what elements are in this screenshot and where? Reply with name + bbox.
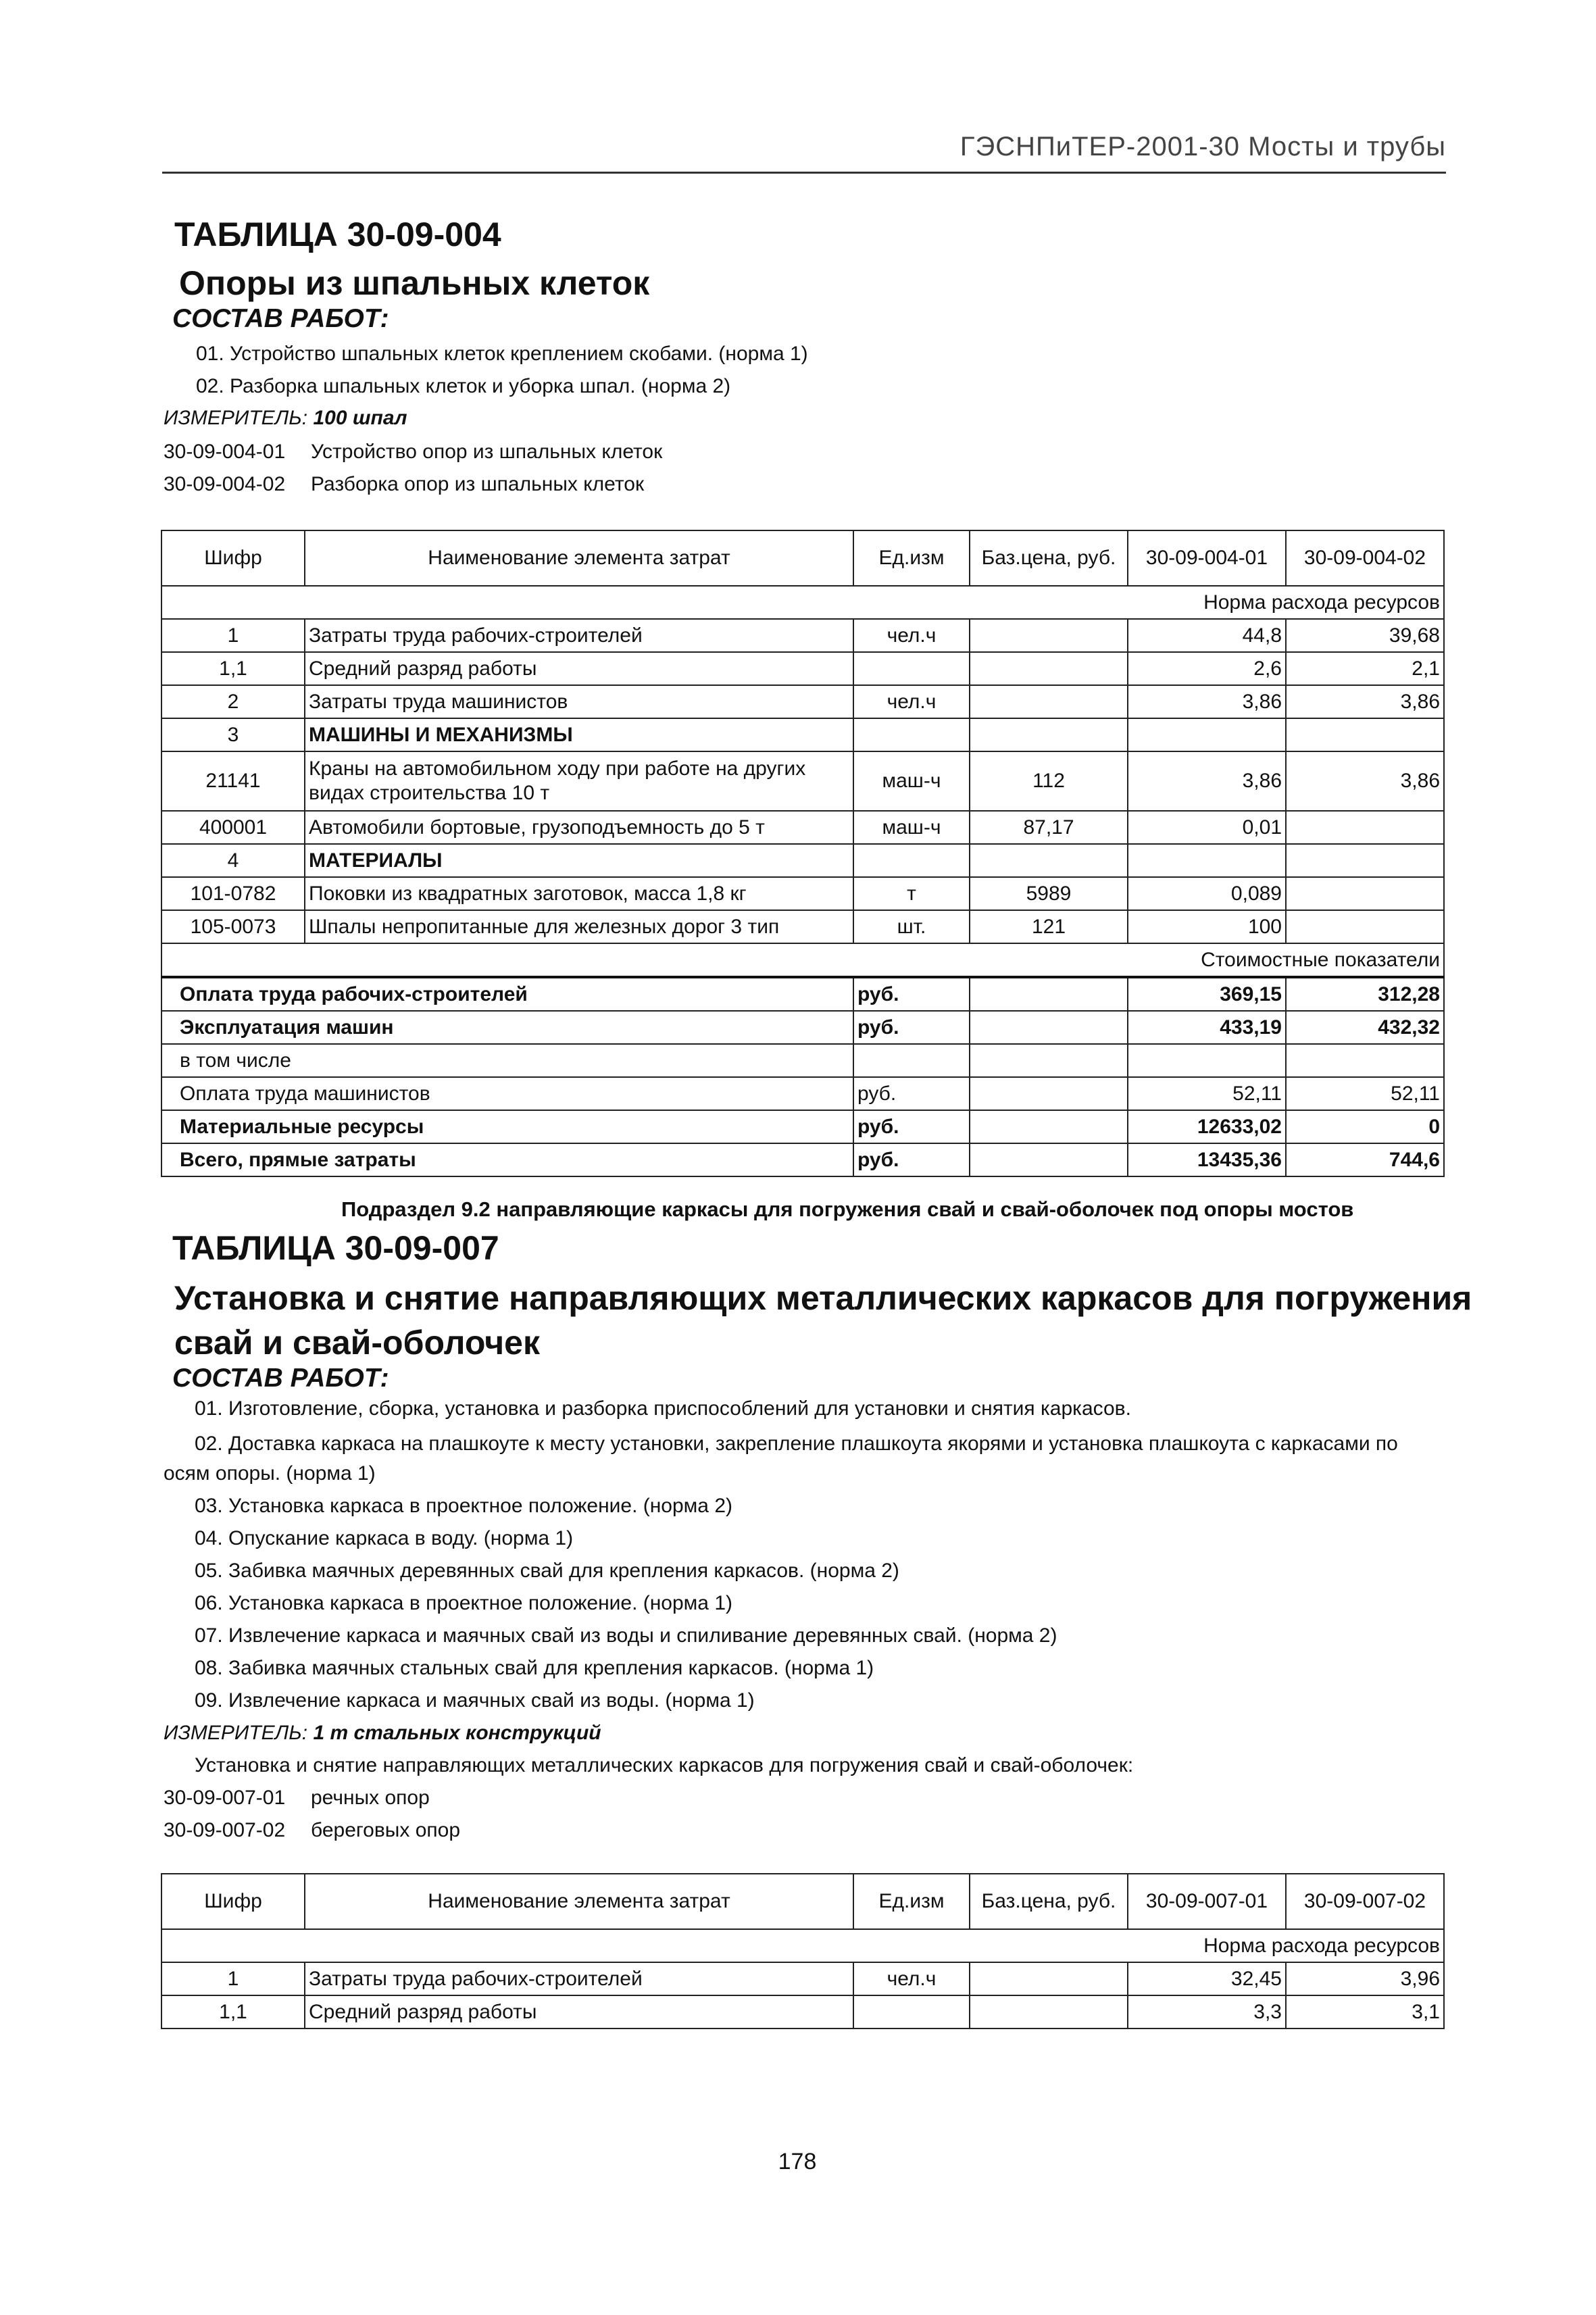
cell-value-1: 0,01	[1128, 811, 1286, 844]
code-number: 30-09-007-02	[164, 1819, 286, 1841]
table2-work-1: 01. Изготовление, сборка, установка и разборка приспособлений для установки и снятия каркасов.	[195, 1397, 1131, 1420]
table-header-row	[161, 1874, 1444, 1929]
cost-unit: руб.	[853, 1077, 970, 1110]
cost-value-2: 52,11	[1286, 1077, 1444, 1110]
cell-unit	[853, 844, 970, 877]
cost-unit: руб.	[853, 1110, 970, 1143]
cost-name: Оплата труда рабочих-строителей	[161, 977, 853, 1011]
cell-name: Затраты труда рабочих-строителей	[305, 1962, 853, 1995]
cost-value-1: 369,15	[1128, 977, 1286, 1011]
table-row	[161, 685, 1444, 718]
cost-unit: руб.	[853, 1011, 970, 1044]
cell-name: Автомобили бортовые, грузоподъемность до 5 т	[305, 811, 853, 844]
table1-meter-value: 100 шпал	[313, 407, 407, 429]
cell-value-2	[1286, 844, 1444, 877]
cell-unit	[853, 718, 970, 751]
cost-name: Эксплуатация машин	[161, 1011, 853, 1044]
table2-work-3: 03. Установка каркаса в проектное положение. (норма 2)	[195, 1495, 732, 1517]
cost-value-1: 12633,02	[1128, 1110, 1286, 1143]
cell-price	[970, 844, 1128, 877]
cost-unit	[853, 1044, 970, 1077]
cost-value-1: 433,19	[1128, 1011, 1286, 1044]
cell-name: Средний разряд работы	[305, 1995, 853, 2028]
col-header-price: Баз.цена, руб.	[970, 530, 1128, 586]
cost-unit: руб.	[853, 977, 970, 1011]
cell-price: 121	[970, 910, 1128, 943]
table2-work-9: 09. Извлечение каркаса и маячных свай из воды. (норма 1)	[195, 1689, 755, 1712]
cell-value-2: 3,86	[1286, 751, 1444, 811]
code-name: Устройство опор из шпальных клеток	[311, 441, 663, 463]
cost-row	[161, 1110, 1444, 1143]
cell-price	[970, 652, 1128, 685]
col-header-code: Шифр	[161, 1874, 305, 1929]
cell-code: 1	[161, 619, 305, 652]
table-row	[161, 619, 1444, 652]
page-number: 178	[778, 2149, 817, 2174]
running-header: ГЭСНПиТЕР-2001-30 Мосты и трубы	[959, 132, 1446, 161]
col-header-norm-2: 30-09-004-02	[1286, 530, 1444, 586]
cell-unit: маш-ч	[853, 751, 970, 811]
cost-name: Материальные ресурсы	[161, 1110, 853, 1143]
cell-value-1	[1128, 718, 1286, 751]
norm-section-header: Норма расхода ресурсов	[161, 586, 1444, 619]
cost-price	[970, 1011, 1128, 1044]
cell-price	[970, 619, 1128, 652]
cost-unit: руб.	[853, 1143, 970, 1176]
cost-price	[970, 1044, 1128, 1077]
table-row	[161, 1995, 1444, 2028]
cell-name: Шпалы непропитанные для железных дорог 3 тип	[305, 910, 853, 943]
cost-row	[161, 1077, 1444, 1110]
cell-code: 2	[161, 685, 305, 718]
cell-code: 400001	[161, 811, 305, 844]
cell-name: Затраты труда рабочих-строителей	[305, 619, 853, 652]
cell-value-2: 2,1	[1286, 652, 1444, 685]
col-header-code: Шифр	[161, 530, 305, 586]
table-row	[161, 652, 1444, 685]
cell-value-2	[1286, 718, 1444, 751]
cost-value-1: 52,11	[1128, 1077, 1286, 1110]
cost-price	[970, 1143, 1128, 1176]
cell-code: 101-0782	[161, 877, 305, 910]
cell-value-1: 3,86	[1128, 685, 1286, 718]
table-row	[161, 877, 1444, 910]
code-name: береговых опор	[311, 1819, 461, 1841]
code-name: Разборка опор из шпальных клеток	[311, 473, 645, 495]
table-row	[161, 910, 1444, 943]
cost-price	[970, 1077, 1128, 1110]
table1-grid	[161, 530, 1445, 1177]
cost-value-2: 0	[1286, 1110, 1444, 1143]
table2-work-8: 08. Забивка маячных стальных свай для крепления каркасов. (норма 1)	[195, 1657, 874, 1679]
table1-work-2: 02. Разборка шпальных клеток и уборка шпал. (норма 2)	[196, 375, 731, 397]
col-header-norm-1: 30-09-004-01	[1128, 530, 1286, 586]
cell-name: Средний разряд работы	[305, 652, 853, 685]
cell-code: 1	[161, 1962, 305, 1995]
cell-unit: чел.ч	[853, 685, 970, 718]
cell-value-1: 3,86	[1128, 751, 1286, 811]
table2-name-line-1: Установка и снятие направляющих металлических каркасов для погружения	[174, 1279, 1472, 1317]
cell-price: 5989	[970, 877, 1128, 910]
cell-unit: маш-ч	[853, 811, 970, 844]
cell-price: 112	[970, 751, 1128, 811]
col-header-price: Баз.цена, руб.	[970, 1874, 1128, 1929]
cost-row	[161, 1044, 1444, 1077]
table1-code-row-2	[164, 473, 645, 496]
cell-value-1: 3,3	[1128, 1995, 1286, 2028]
cell-code: 21141	[161, 751, 305, 811]
table2-work-7: 07. Извлечение каркаса и маячных свай из воды и спиливание деревянных свай. (норма 2)	[195, 1624, 1057, 1647]
cost-value-2: 744,6	[1286, 1143, 1444, 1176]
table-header-row	[161, 530, 1444, 586]
cell-unit	[853, 1995, 970, 2028]
cell-unit: чел.ч	[853, 619, 970, 652]
cell-unit: чел.ч	[853, 1962, 970, 1995]
col-header-name: Наименование элемента затрат	[305, 1874, 853, 1929]
cell-code: 1,1	[161, 652, 305, 685]
table2-work-6: 06. Установка каркаса в проектное положение. (норма 1)	[195, 1592, 732, 1614]
cell-value-1: 2,6	[1128, 652, 1286, 685]
table2-code-row-1	[164, 1787, 430, 1810]
cell-code: 4	[161, 844, 305, 877]
table2-grid	[161, 1873, 1445, 2029]
table-row	[161, 811, 1444, 844]
table-row	[161, 844, 1444, 877]
subsection-title: Подраздел 9.2 направляющие каркасы для погружения свай и свай-оболочек под опоры мостов	[341, 1197, 1354, 1221]
table2-work-5: 05. Забивка маячных деревянных свай для крепления каркасов. (норма 2)	[195, 1560, 899, 1582]
cell-value-1	[1128, 844, 1286, 877]
cost-value-2: 432,32	[1286, 1011, 1444, 1044]
table1-title: ТАБЛИЦА 30-09-004	[174, 216, 501, 253]
cell-value-2	[1286, 877, 1444, 910]
table1-code-row-1	[164, 441, 663, 464]
cell-value-2	[1286, 910, 1444, 943]
cell-value-2: 3,86	[1286, 685, 1444, 718]
cell-value-1: 0,089	[1128, 877, 1286, 910]
cell-name: МАШИНЫ И МЕХАНИЗМЫ	[305, 718, 853, 751]
table1-work-1: 01. Устройство шпальных клеток креплением скобами. (норма 1)	[196, 343, 808, 365]
cell-unit: т	[853, 877, 970, 910]
cost-value-2	[1286, 1044, 1444, 1077]
cost-row	[161, 1143, 1444, 1176]
cell-price: 87,17	[970, 811, 1128, 844]
cell-value-2: 3,1	[1286, 1995, 1444, 2028]
code-number: 30-09-007-01	[164, 1787, 286, 1809]
code-number: 30-09-004-02	[164, 473, 286, 495]
cell-value-2: 3,96	[1286, 1962, 1444, 1995]
table2-name-line-2: свай и свай-оболочек	[174, 1324, 541, 1362]
col-header-norm-2: 30-09-007-02	[1286, 1874, 1444, 1929]
cost-value-1: 13435,36	[1128, 1143, 1286, 1176]
table2-title: ТАБЛИЦА 30-09-007	[172, 1229, 499, 1267]
cost-price	[970, 1110, 1128, 1143]
cost-section-header: Стоимостные показатели	[161, 943, 1444, 977]
cell-value-1: 32,45	[1128, 1962, 1286, 1995]
table2-work-2-cont: осям опоры. (норма 1)	[164, 1462, 376, 1485]
cost-name: Оплата труда машинистов	[161, 1077, 853, 1110]
col-header-unit: Ед.изм	[853, 530, 970, 586]
cost-price	[970, 977, 1128, 1011]
col-header-name: Наименование элемента затрат	[305, 530, 853, 586]
table2-code-row-2	[164, 1819, 461, 1842]
cell-price	[970, 1995, 1128, 2028]
cost-value-2: 312,28	[1286, 977, 1444, 1011]
cell-price	[970, 685, 1128, 718]
header-divider	[162, 172, 1446, 174]
table1-composition-label: СОСТАВ РАБОТ:	[172, 304, 389, 333]
cost-name: в том числе	[161, 1044, 853, 1077]
cell-price	[970, 1962, 1128, 1995]
cost-value-1	[1128, 1044, 1286, 1077]
cost-row	[161, 1011, 1444, 1044]
table2-work-4: 04. Опускание каркаса в воду. (норма 1)	[195, 1527, 574, 1549]
cell-value-1: 100	[1128, 910, 1286, 943]
col-header-unit: Ед.изм	[853, 1874, 970, 1929]
cell-name: Затраты труда машинистов	[305, 685, 853, 718]
table2-meter-label: ИЗМЕРИТЕЛЬ:	[164, 1722, 308, 1744]
table1-name: Опоры из шпальных клеток	[179, 264, 650, 302]
cell-code: 1,1	[161, 1995, 305, 2028]
table2-intro: Установка и снятие направляющих металлических каркасов для погружения свай и свай-оболочек:	[195, 1754, 1134, 1776]
table2-composition-label: СОСТАВ РАБОТ:	[172, 1364, 389, 1393]
code-number: 30-09-004-01	[164, 441, 286, 463]
cell-unit	[853, 652, 970, 685]
cost-row	[161, 977, 1444, 1011]
code-name: речных опор	[311, 1787, 430, 1809]
table2-work-2: 02. Доставка каркаса на плашкоуте к месту установки, закрепление плашкоута якорями и установка плашкоута с каркасами по	[195, 1433, 1398, 1455]
cell-code: 105-0073	[161, 910, 305, 943]
col-header-norm-1: 30-09-007-01	[1128, 1874, 1286, 1929]
cost-name: Всего, прямые затраты	[161, 1143, 853, 1176]
table-row	[161, 1962, 1444, 1995]
table-row	[161, 751, 1444, 811]
cell-value-2: 39,68	[1286, 619, 1444, 652]
norm-section-header: Норма расхода ресурсов	[161, 1929, 1444, 1962]
table2-meter-value: 1 т стальных конструкций	[313, 1722, 601, 1744]
table-row	[161, 718, 1444, 751]
table1-meter-label: ИЗМЕРИТЕЛЬ:	[164, 407, 308, 429]
cell-unit: шт.	[853, 910, 970, 943]
cell-name: Краны на автомобильном ходу при работе на других видах строительства 10 т	[305, 751, 853, 811]
cell-value-1: 44,8	[1128, 619, 1286, 652]
cell-name: Поковки из квадратных заготовок, масса 1,8 кг	[305, 877, 853, 910]
cell-price	[970, 718, 1128, 751]
cell-name: МАТЕРИАЛЫ	[305, 844, 853, 877]
cell-value-2	[1286, 811, 1444, 844]
cell-code: 3	[161, 718, 305, 751]
